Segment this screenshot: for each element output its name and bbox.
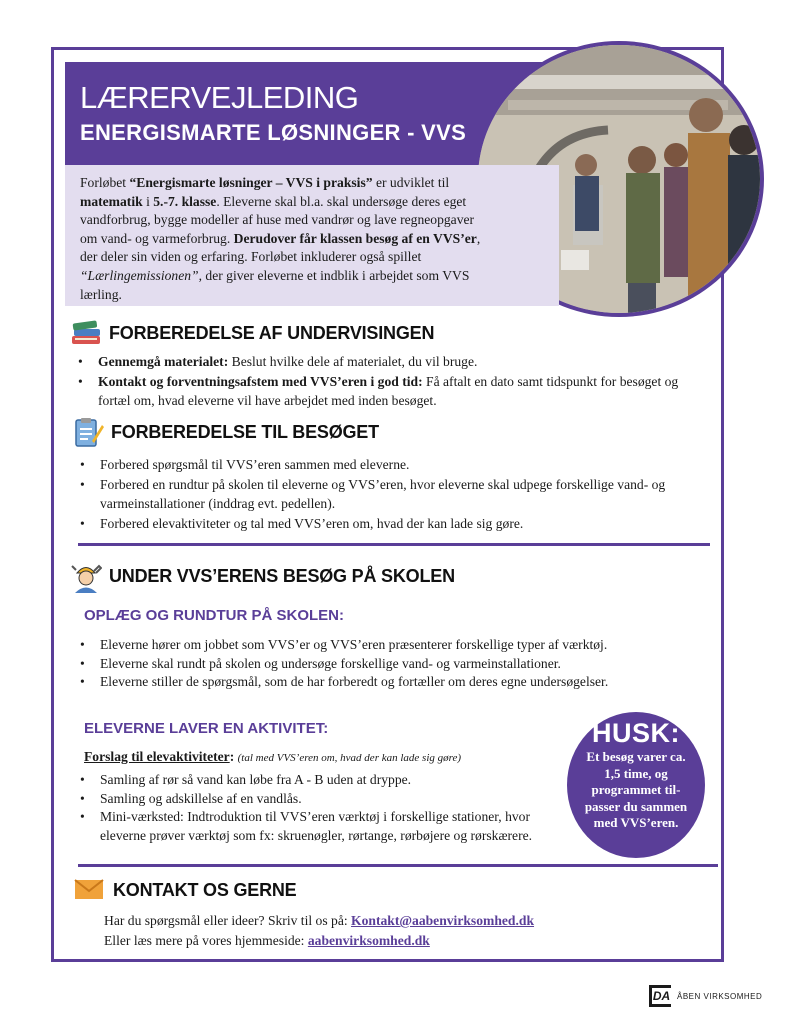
visit-highlight: Derudover får klassen besøg af en VVS’er — [233, 230, 477, 246]
contact-website-line — [104, 933, 430, 949]
list-item: • Eleverne skal rundt på skolen og undersøge forskellige vand- og varmeinstallationer. — [76, 655, 716, 674]
email-link[interactable]: Kontakt@aabenvirksomhed.dk — [351, 913, 535, 928]
list-item: • Forbered elevaktiviteter og tal med VVS’eren om, hvad der kan lade sig gøre. — [76, 514, 716, 534]
reminder-badge — [567, 712, 705, 858]
tour-list — [76, 636, 716, 692]
books-icon — [70, 318, 100, 348]
reminder-text: Et besøg varer ca. 1,5 time, og programmet til-passer du sammen med VVS’eren. — [584, 749, 688, 830]
website-link[interactable]: aabenvirksomhed.dk — [307, 933, 430, 948]
section-heading-preparation — [70, 318, 434, 348]
list-item: • Mini-værksted: Indtroduktion til VVS’eren værktøj i forskellige stationer, hvor eleverne prøver værktøj som fx: skruenøgler, rørtange, rørbøjere og rørskærere. — [76, 808, 546, 845]
preparation-list — [74, 352, 704, 411]
page-subtitle: ENERGISMARTE LØSNINGER - VVS — [80, 120, 467, 145]
intro-text-part: , der deler sin viden og erfaring. Forløbet inkluderer også spillet — [80, 230, 481, 265]
divider — [78, 864, 718, 867]
subject: matematik — [80, 193, 143, 209]
list-item: • Forbered en rundtur på skolen til eleverne og VVS’eren, hvor eleverne skal udpege forskellige vand- og varmeinstallationer (inddrag evt. pedellen). — [76, 475, 716, 514]
list-item: • Samling og adskillelse af en vandlås. — [76, 790, 546, 809]
list-item: • Eleverne hører om jobbet som VVS’er og VVS’eren præsenterer forskellige typer af værktøj. — [76, 636, 716, 655]
divider — [78, 543, 710, 546]
grade-level: 5.-7. klasse — [153, 193, 217, 209]
intro-text — [80, 174, 486, 304]
intro-text-part: . Eleverne skal bl.a. skal undersøge deres eget vandforbrug, bygge modeller af huse med vandrør og lave regneopgaver om vand- og varmeforbrug. — [80, 193, 475, 246]
list-item — [74, 372, 704, 411]
list-item-text: Beslut hvilke dele af materialet, du vil bruge. — [228, 354, 478, 369]
section-heading-during-visit — [70, 561, 455, 591]
course-name: “Energismarte løsninger – VVS i praksis” — [129, 175, 373, 190]
intro-text-part: Forløbet — [80, 175, 130, 190]
list-item: • Samling af rør så vand kan løbe fra A - B uden at dryppe. — [76, 771, 546, 790]
logo-text: ÅBEN VIRKSOMHED — [677, 991, 763, 1001]
subheading-tour: OPLÆG OG RUNDTUR PÅ SKOLEN: — [84, 607, 345, 624]
section-heading-text: UNDER VVS’ERENS BESØG PÅ SKOLEN — [109, 565, 455, 586]
subheading-activity: ELEVERNE LAVER EN AKTIVITET: — [84, 720, 329, 737]
page-title: LÆRERVEJLEDING — [80, 80, 359, 115]
brand-logo — [649, 985, 762, 1007]
list-item — [74, 352, 704, 372]
reminder-title: HUSK: — [592, 718, 680, 748]
game-name: “Lærlingemissionen” — [80, 267, 199, 283]
clipboard-icon — [72, 417, 102, 447]
section-heading-text: FORBEREDELSE AF UNDERVISINGEN — [109, 322, 435, 343]
activity-list — [76, 771, 546, 845]
section-heading-contact — [74, 878, 296, 902]
suggestions-label: Forslag til elevaktiviteter — [84, 749, 230, 764]
list-item: • Eleverne stiller de spørgsmål, som de har forberedt og fortæller om deres egne undersøgelser. — [76, 673, 716, 692]
intro-text-part: i — [142, 193, 154, 209]
intro-text-part: , der giver eleverne et indblik i arbejdet som VVS lærling. — [80, 267, 470, 302]
list-item-label: Kontakt og forventningsafstem med VVS’eren i god tid: — [98, 373, 423, 389]
visit-prep-list — [76, 455, 716, 533]
list-item-label: Gennemgå materialet: — [98, 354, 229, 369]
contact-email-line — [104, 913, 534, 929]
contact-email-prefix: Har du spørgsmål eller ideer? Skriv til os på: — [104, 913, 352, 928]
contact-website-prefix: Eller læs mere på vores hjemmeside: — [104, 933, 308, 948]
suggestions-label-line: Forslag til elevaktiviteter: (tal med VVS’eren om, hvad der kan lade sig gøre) — [84, 749, 462, 764]
suggestions-note: (tal med VVS’eren om, hvad der kan lade sig gøre) — [237, 752, 462, 764]
intro-text-part: er udviklet til — [372, 175, 450, 190]
envelope-icon — [74, 878, 104, 902]
logo-mark: DA — [649, 985, 671, 1007]
plumber-icon — [70, 561, 100, 591]
list-item: • Forbered spørgsmål til VVS’eren sammen med eleverne. — [76, 455, 716, 475]
section-heading-text: KONTAKT OS GERNE — [113, 879, 297, 900]
list-item-text: Få aftalt en dato samt tidspunkt for besøget og fortæl om, hvad eleverne vil have arbejdet med inden besøget. — [98, 373, 679, 409]
section-heading-text: FORBEREDELSE TIL BESØGET — [111, 421, 379, 442]
section-heading-visit-prep — [72, 417, 379, 447]
